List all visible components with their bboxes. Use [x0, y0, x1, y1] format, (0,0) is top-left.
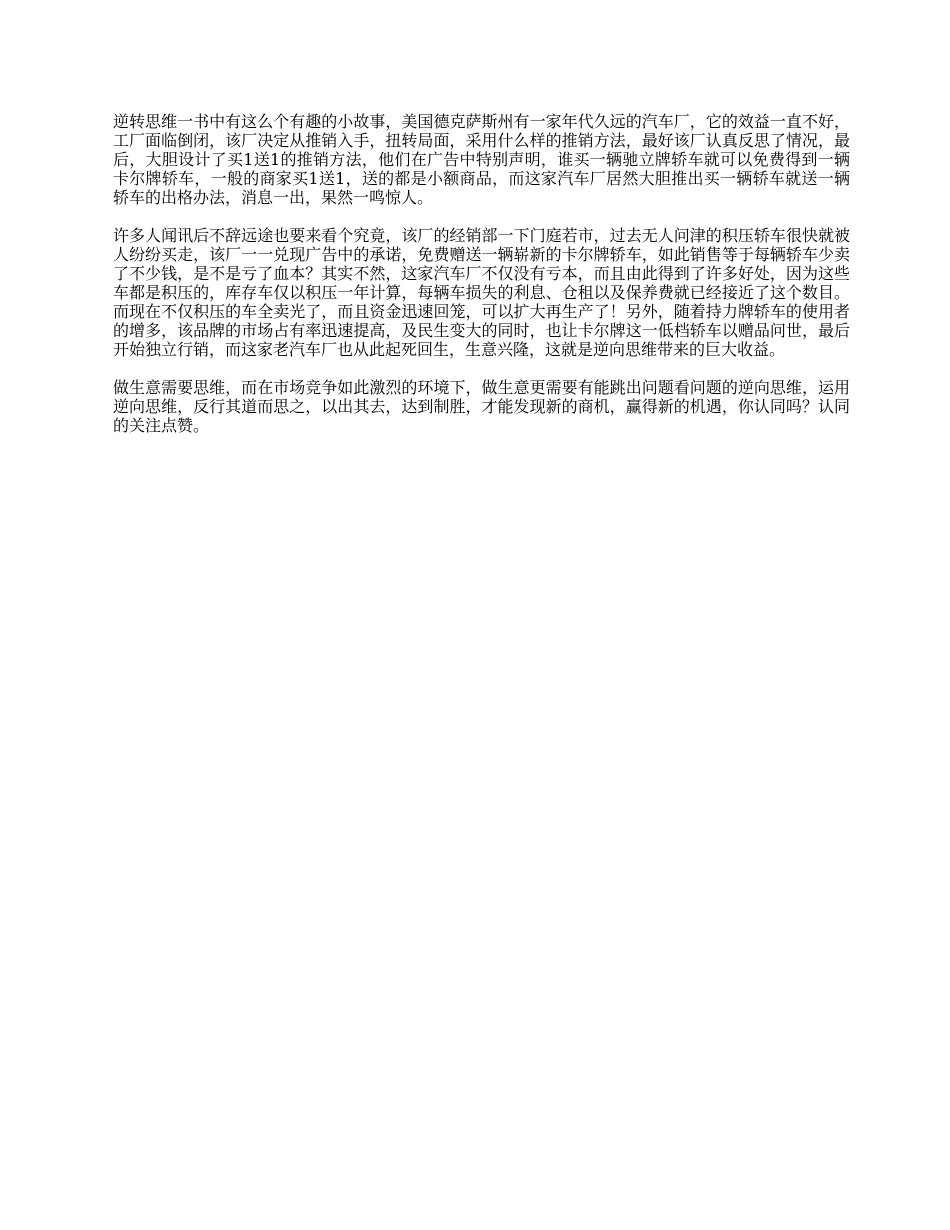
document-body: [113, 112, 850, 454]
paragraph-sales-result: 许多人闻讯后不辞远途也要来看个究竟，该厂的经销部一下门庭若市，过去无人问津的积压轿车很快就被人纷纷买走，该厂一一兑现广告中的承诺，免费赠送一辆崭新的卡尔牌轿车，如此销售等于每辆轿车少卖了不少钱，是不是亏了血本？其实不然，这家汽车厂不仅没有亏本，而且由此得到了许多好处，因为这些车都是积压的，库存车仅以积压一年计算，每辆车损失的利息、仓租以及保养费就已经接近了这个数目。而现在不仅积压的车全卖光了，而且资金迅速回笼，可以扩大再生产了！另外，随着持力牌轿车的使用者的增多，该品牌的市场占有率迅速提高，及民生变大的同时，也让卡尔牌这一低档轿车以赠品问世，最后开始独立行销，而这家老汽车厂也从此起死回生，生意兴隆，这就是逆向思维带来的巨大收益。: [113, 226, 850, 359]
paragraph-car-factory-story: 逆转思维一书中有这么个有趣的小故事，美国德克萨斯州有一家年代久远的汽车厂，它的效益一直不好，工厂面临倒闭，该厂决定从推销入手，扭转局面，采用什么样的推销方法，最好该厂认真反思了情况，最后，大胆设计了买1送1的推销方法，他们在广告中特别声明，谁买一辆驰立牌轿车就可以免费得到一辆卡尔牌轿车，一般的商家买1送1，送的都是小额商品，而这家汽车厂居然大胆推出买一辆轿车就送一辆轿车的出格办法，消息一出，果然一鸣惊人。: [113, 112, 850, 207]
paragraph-conclusion: 做生意需要思维，而在市场竞争如此激烈的环境下，做生意更需要有能跳出问题看问题的逆向思维，运用逆向思维，反行其道而思之，以出其去，达到制胜，才能发现新的商机，赢得新的机遇，你认同吗？认同的关注点赞。: [113, 378, 850, 435]
